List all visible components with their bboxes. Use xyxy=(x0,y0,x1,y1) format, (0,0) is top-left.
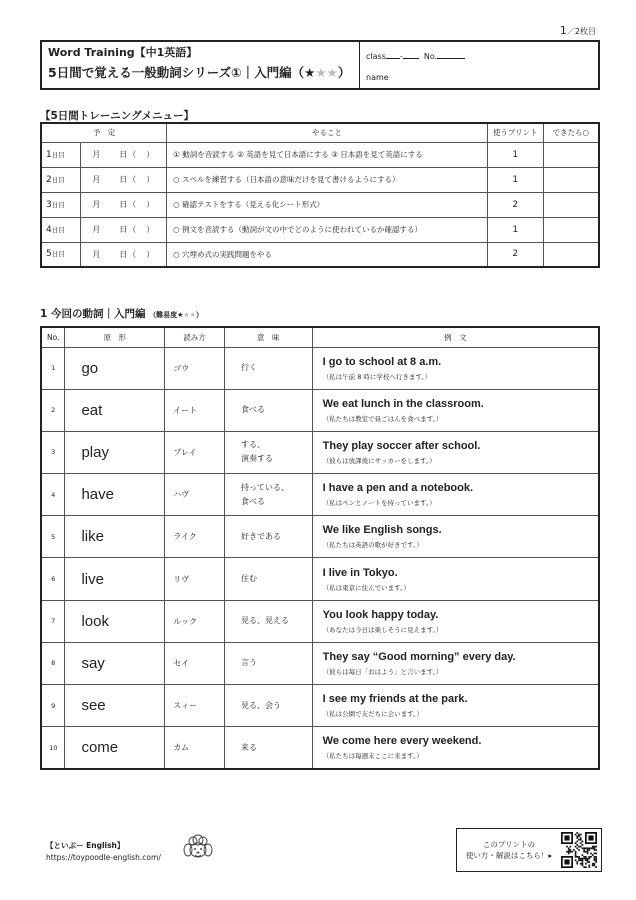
verb-example xyxy=(312,474,599,516)
example-japanese: （彼らは放課後にサッカーをします。） xyxy=(322,456,436,465)
guide-link-box[interactable]: このプリントの 使い方・解説はこちら！▸ xyxy=(456,828,602,872)
menu-day: 3日目 xyxy=(41,192,81,217)
menu-print-count: 1 xyxy=(487,167,543,192)
student-number-blank[interactable] xyxy=(437,50,465,59)
menu-todo: ○ 例文を音読する（動詞が文の中でどのように使われているか確認する） xyxy=(167,217,488,242)
verb-reading: ルック xyxy=(165,600,225,642)
verb-example xyxy=(312,516,599,558)
verb-base-form: have xyxy=(65,474,165,516)
verb-base-form: look xyxy=(65,600,165,642)
verb-reading: セイ xyxy=(165,642,225,684)
verb-meaning: 好きである xyxy=(224,516,312,558)
menu-row xyxy=(41,142,599,167)
difficulty-star-filled: ★ xyxy=(177,311,184,319)
menu-row xyxy=(41,242,599,267)
verb-base-form: come xyxy=(65,727,165,769)
class-label: class xyxy=(366,52,386,61)
verb-number: 7 xyxy=(41,600,65,642)
verb-row xyxy=(41,600,599,642)
example-japanese: （彼らは毎日「おはよう」と言います。） xyxy=(322,667,443,676)
example-english: You look happy today. xyxy=(322,608,439,621)
verb-reading: イート xyxy=(165,389,225,431)
verb-meaning: 見る、会う xyxy=(224,685,312,727)
example-japanese: （私たちは毎週末ここに来ます。） xyxy=(322,752,423,761)
verb-meaning: 見る、見える xyxy=(224,600,312,642)
brand-url[interactable]: https://toypoodle-english.com/ xyxy=(46,853,161,862)
verb-row xyxy=(41,516,599,558)
menu-date-blank[interactable]: 月 日（ ） xyxy=(81,217,167,242)
menu-header-schedule: 予 定 xyxy=(41,123,167,142)
menu-title: 【5日間トレーニングメニュー】 xyxy=(40,110,194,122)
header-student-info: class - No. name xyxy=(360,42,598,88)
section-title: 1 今回の動詞｜入門編 （難易度★★★） xyxy=(40,308,203,320)
menu-done-checkbox[interactable] xyxy=(543,242,599,267)
example-english: They say “Good morning” every day. xyxy=(322,650,516,663)
header-title-series: Word Training【中1英語】 xyxy=(48,46,198,59)
verb-example xyxy=(312,600,599,642)
qr-code-icon[interactable] xyxy=(561,832,597,868)
verb-number: 4 xyxy=(41,474,65,516)
verb-reading: カム xyxy=(165,727,225,769)
verb-meaning: 持っている、 食べる xyxy=(224,474,312,516)
verb-meaning: する、 演奏する xyxy=(224,431,312,473)
footer-brand xyxy=(46,840,161,864)
verb-reading: リヴ xyxy=(165,558,225,600)
class-blank[interactable] xyxy=(386,50,400,59)
verb-header-reading: 読み方 xyxy=(165,327,225,347)
verb-reading: スィー xyxy=(165,685,225,727)
verb-reading: プレイ xyxy=(165,431,225,473)
class-number-blank[interactable] xyxy=(403,50,419,59)
verb-base-form: say xyxy=(65,642,165,684)
example-english: They play soccer after school. xyxy=(322,439,481,452)
verb-number: 6 xyxy=(41,558,65,600)
verb-example xyxy=(312,727,599,769)
menu-print-count: 1 xyxy=(487,217,543,242)
menu-todo: ① 動詞を音読する ② 英語を見て日本語にする ③ 日本語を見て英語にする xyxy=(167,142,488,167)
brand-name: 【といぷー English】 xyxy=(46,841,125,850)
verb-example xyxy=(312,347,599,389)
verb-number: 2 xyxy=(41,389,65,431)
verb-row xyxy=(41,685,599,727)
menu-day: 2日目 xyxy=(41,167,81,192)
verb-reading: ハヴ xyxy=(165,474,225,516)
example-english: I live in Tokyo. xyxy=(322,566,398,579)
menu-row xyxy=(41,192,599,217)
verb-meaning: 食べる xyxy=(224,389,312,431)
example-english: I go to school at 8 a.m. xyxy=(322,355,442,368)
verb-example xyxy=(312,389,599,431)
verb-row xyxy=(41,347,599,389)
example-english: We eat lunch in the classroom. xyxy=(322,397,484,410)
verb-base-form: play xyxy=(65,431,165,473)
verb-base-form: live xyxy=(65,558,165,600)
menu-header-done: できたら○ xyxy=(543,123,599,142)
verb-number: 1 xyxy=(41,347,65,389)
verb-header-no: No. xyxy=(41,327,65,347)
verb-number: 9 xyxy=(41,685,65,727)
verb-reading: ライク xyxy=(165,516,225,558)
verb-row xyxy=(41,642,599,684)
verb-header-example: 例 文 xyxy=(312,327,599,347)
difficulty-star-empty: ★★ xyxy=(183,311,196,319)
verb-meaning: 来る xyxy=(224,727,312,769)
verb-row xyxy=(41,431,599,473)
verb-number: 10 xyxy=(41,727,65,769)
training-menu-table xyxy=(40,122,600,268)
example-english: I have a pen and a notebook. xyxy=(322,482,474,495)
menu-date-blank[interactable]: 月 日（ ） xyxy=(81,242,167,267)
menu-date-blank[interactable]: 月 日（ ） xyxy=(81,142,167,167)
verb-row xyxy=(41,474,599,516)
example-english: We like English songs. xyxy=(322,524,442,537)
verb-example xyxy=(312,558,599,600)
verb-example xyxy=(312,431,599,473)
star-empty: ★★ xyxy=(315,65,338,80)
menu-print-count: 2 xyxy=(487,192,543,217)
name-label: name xyxy=(366,73,389,82)
verb-header-meaning: 意 味 xyxy=(224,327,312,347)
verb-meaning: 行く xyxy=(224,347,312,389)
verb-example xyxy=(312,685,599,727)
example-japanese: （私はペンとノートを持っています。） xyxy=(322,499,436,508)
star-filled: ★ xyxy=(304,65,316,80)
verb-base-form: like xyxy=(65,516,165,558)
example-japanese: （私たちは英語の歌が好きです。） xyxy=(322,541,423,550)
verb-row xyxy=(41,389,599,431)
menu-todo: ○ 確認テストをする（見える化シート形式） xyxy=(167,192,488,217)
example-japanese: （あなたは今日は楽しそうに見えます。） xyxy=(322,625,443,634)
verb-base-form: see xyxy=(65,685,165,727)
example-english: I see my friends at the park. xyxy=(322,693,468,706)
menu-header-todo: やること xyxy=(167,123,488,142)
no-label: No. xyxy=(423,52,438,61)
menu-done-checkbox[interactable] xyxy=(543,142,599,167)
menu-print-count: 2 xyxy=(487,242,543,267)
verb-row xyxy=(41,558,599,600)
page-number: 1／2枚目 xyxy=(559,24,596,37)
verb-number: 5 xyxy=(41,516,65,558)
worksheet-header xyxy=(40,40,600,90)
menu-todo: ○ スペルを練習する（日本語の意味だけを見て書けるようにする） xyxy=(167,167,488,192)
verb-meaning: 言う xyxy=(224,642,312,684)
example-japanese: （私は午前 8 時に学校へ行きます。） xyxy=(322,372,432,381)
menu-todo: ○ 穴埋め式の実践問題をやる xyxy=(167,242,488,267)
verb-reading: ゴウ xyxy=(165,347,225,389)
menu-print-count: 1 xyxy=(487,142,543,167)
menu-day: 5日目 xyxy=(41,242,81,267)
example-japanese: （私は東京に住んでいます。） xyxy=(322,583,410,592)
menu-done-checkbox[interactable] xyxy=(543,217,599,242)
header-title-area xyxy=(42,42,360,88)
menu-day: 1日目 xyxy=(41,142,81,167)
verb-number: 8 xyxy=(41,642,65,684)
verb-base-form: go xyxy=(65,347,165,389)
menu-date-blank[interactable]: 月 日（ ） xyxy=(81,167,167,192)
poodle-mascot-icon xyxy=(180,830,216,866)
example-japanese: （私たちは教室で昼ごはんを食べます。） xyxy=(322,414,443,423)
verb-example xyxy=(312,642,599,684)
verb-meaning: 住む xyxy=(224,558,312,600)
menu-header-print: 使うプリント xyxy=(487,123,543,142)
verb-number: 3 xyxy=(41,431,65,473)
menu-done-checkbox[interactable] xyxy=(543,167,599,192)
menu-done-checkbox[interactable] xyxy=(543,192,599,217)
example-english: We come here every weekend. xyxy=(322,735,482,748)
verb-base-form: eat xyxy=(65,389,165,431)
verb-table xyxy=(40,326,600,770)
menu-row xyxy=(41,167,599,192)
verb-header-base-form: 原 形 xyxy=(65,327,165,347)
menu-row xyxy=(41,217,599,242)
menu-day: 4日目 xyxy=(41,217,81,242)
header-title-main: 5日間で覚える一般動詞シリーズ①｜入門編（★★★） xyxy=(48,65,351,80)
verb-row xyxy=(41,727,599,769)
menu-date-blank[interactable]: 月 日（ ） xyxy=(81,192,167,217)
example-japanese: （私は公園で友だちに会います。） xyxy=(322,710,423,719)
